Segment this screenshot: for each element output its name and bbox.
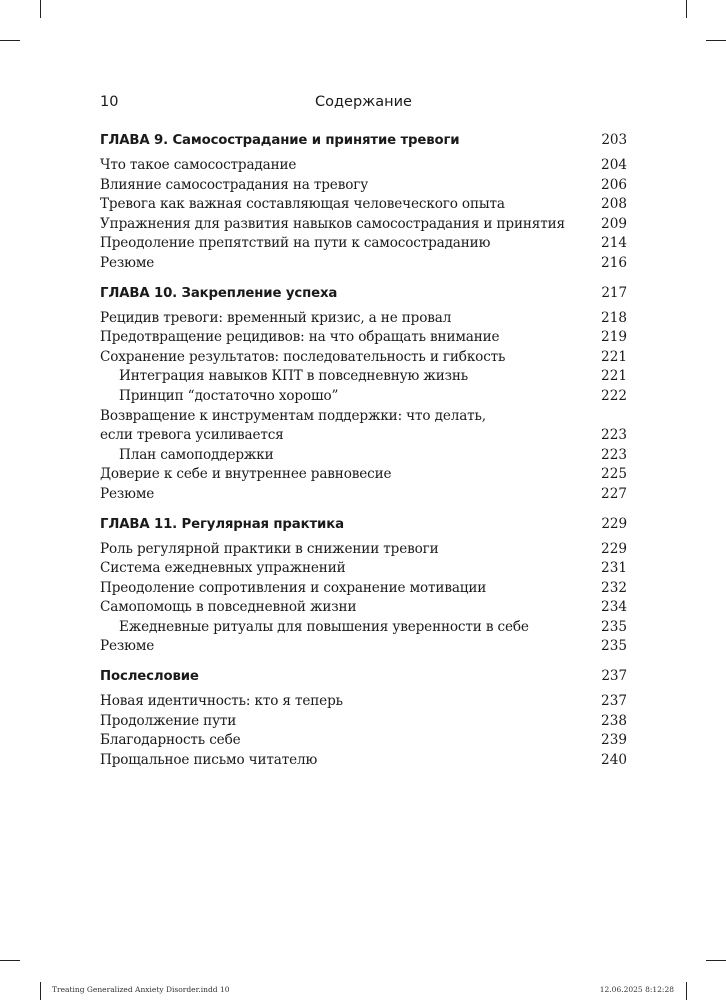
entry-title: План самоподдержки bbox=[119, 446, 274, 463]
toc-chapter-heading[interactable] bbox=[100, 514, 627, 535]
entry-page-number: 209 bbox=[601, 215, 627, 232]
crop-mark bbox=[40, 0, 41, 18]
chapter-page-number: 203 bbox=[601, 132, 627, 148]
slug-timestamp: 12.06.2025 8:12:28 bbox=[599, 985, 674, 994]
entry-title: Упражнения для развития навыков самосострадания и принятия bbox=[100, 215, 565, 232]
entry-title: Резюме bbox=[100, 485, 155, 502]
crop-mark bbox=[686, 982, 687, 1000]
chapter-title: ГЛАВА 9. Самосострадание и принятие тревоги bbox=[100, 133, 460, 148]
chapter-title: ГЛАВА 10. Закрепление успеха bbox=[100, 285, 338, 301]
toc-entry[interactable] bbox=[100, 579, 627, 599]
toc-entry[interactable] bbox=[100, 598, 627, 618]
entry-page-number: 219 bbox=[601, 329, 627, 346]
toc-entry[interactable] bbox=[100, 426, 627, 446]
toc-entry[interactable] bbox=[100, 215, 627, 235]
toc-entry[interactable] bbox=[100, 731, 627, 751]
toc-entry[interactable] bbox=[100, 156, 627, 176]
entry-page-number: 231 bbox=[601, 560, 627, 577]
toc-entry[interactable] bbox=[100, 348, 627, 368]
toc-entry[interactable] bbox=[100, 407, 627, 427]
entry-page-number: 206 bbox=[601, 176, 627, 193]
entry-page-number: 238 bbox=[601, 712, 627, 729]
entry-page-number: 223 bbox=[601, 427, 627, 444]
entry-page-number: 235 bbox=[601, 638, 627, 655]
entry-page-number: 227 bbox=[601, 485, 627, 502]
toc-section bbox=[100, 283, 627, 505]
entry-title: Резюме bbox=[100, 254, 155, 271]
toc-subentry[interactable] bbox=[100, 367, 627, 387]
toc-entry[interactable] bbox=[100, 637, 627, 657]
toc-subentry[interactable] bbox=[100, 618, 627, 638]
toc-chapter-heading[interactable] bbox=[100, 283, 627, 304]
entry-title: Преодоление сопротивления и сохранение мотивации bbox=[100, 579, 487, 596]
entry-page-number: 225 bbox=[601, 466, 627, 483]
entry-page-number: 232 bbox=[601, 579, 627, 596]
entry-title: Предотвращение рецидивов: на что обращать внимание bbox=[100, 329, 500, 346]
toc-entry[interactable] bbox=[100, 485, 627, 505]
entry-page-number: 204 bbox=[601, 157, 627, 173]
entry-page-number: 237 bbox=[601, 693, 627, 710]
chapter-page-number: 229 bbox=[601, 515, 627, 532]
crop-mark bbox=[686, 0, 687, 18]
toc-section bbox=[100, 666, 627, 770]
toc-chapter-heading[interactable] bbox=[100, 666, 627, 687]
toc-entry[interactable] bbox=[100, 540, 627, 560]
slug-filename: Treating Generalized Anxiety Disorder.indd 10 bbox=[52, 985, 230, 994]
page-header bbox=[100, 94, 627, 114]
chapter-title: Послесловие bbox=[100, 669, 199, 685]
toc-entry[interactable] bbox=[100, 559, 627, 579]
entry-title: Благодарность себе bbox=[100, 732, 241, 749]
entry-title: Преодоление препятствий на пути к самосостраданию bbox=[100, 235, 491, 252]
entry-title: Резюме bbox=[100, 638, 155, 655]
toc-subentry[interactable] bbox=[100, 446, 627, 466]
entry-page-number: 229 bbox=[601, 540, 627, 557]
entry-page-number: 235 bbox=[601, 618, 627, 635]
toc-section bbox=[100, 130, 627, 274]
entry-page-number: 240 bbox=[601, 751, 627, 768]
entry-title: Что такое самосострадание bbox=[100, 157, 297, 173]
print-slug bbox=[52, 985, 674, 997]
toc-entry[interactable] bbox=[100, 309, 627, 329]
toc-entry[interactable] bbox=[100, 195, 627, 215]
crop-mark bbox=[706, 960, 726, 961]
entry-page-number: 218 bbox=[601, 309, 627, 326]
running-title: Содержание bbox=[315, 94, 412, 110]
page-number: 10 bbox=[100, 94, 119, 110]
entry-page-number: 222 bbox=[601, 387, 627, 404]
toc-entry[interactable] bbox=[100, 692, 627, 712]
chapter-page-number: 217 bbox=[601, 284, 627, 301]
crop-mark bbox=[0, 40, 20, 41]
chapter-page-number: 237 bbox=[601, 668, 627, 685]
entry-page-number: 239 bbox=[601, 732, 627, 749]
entry-page-number: 234 bbox=[601, 599, 627, 616]
toc-entry[interactable] bbox=[100, 465, 627, 485]
entry-title: Самопомощь в повседневной жизни bbox=[100, 599, 357, 616]
crop-mark bbox=[706, 40, 726, 41]
entry-title: Новая идентичность: кто я теперь bbox=[100, 693, 343, 710]
toc-entry[interactable] bbox=[100, 712, 627, 732]
toc-entry[interactable] bbox=[100, 328, 627, 348]
entry-title: Продолжение пути bbox=[100, 712, 237, 729]
entry-page-number: 221 bbox=[601, 368, 627, 385]
toc-entry[interactable] bbox=[100, 176, 627, 196]
entry-page-number: 208 bbox=[601, 196, 627, 213]
toc-entry[interactable] bbox=[100, 751, 627, 771]
entry-page-number: 216 bbox=[601, 254, 627, 271]
entry-title: Ежедневные ритуалы для повышения уверенности в себе bbox=[119, 618, 529, 635]
entry-title: если тревога усиливается bbox=[100, 427, 284, 444]
entry-title: Влияние самосострадания на тревогу bbox=[100, 176, 369, 193]
entry-page-number: 221 bbox=[601, 348, 627, 365]
entry-title: Рецидив тревоги: временный кризис, а не провал bbox=[100, 309, 452, 326]
table-of-contents bbox=[100, 130, 627, 779]
toc-subentry[interactable] bbox=[100, 387, 627, 407]
chapter-title: ГЛАВА 11. Регулярная практика bbox=[100, 516, 344, 532]
entry-title: Принцип “достаточно хорошо” bbox=[119, 387, 339, 404]
entry-title: Прощальное письмо читателю bbox=[100, 751, 318, 768]
toc-entry[interactable] bbox=[100, 234, 627, 254]
entry-title: Доверие к себе и внутреннее равновесие bbox=[100, 466, 392, 483]
crop-mark bbox=[0, 960, 20, 961]
toc-chapter-heading[interactable] bbox=[100, 130, 627, 151]
entry-title: Роль регулярной практики в снижении тревоги bbox=[100, 540, 439, 557]
toc-entry[interactable] bbox=[100, 254, 627, 274]
crop-mark bbox=[40, 982, 41, 1000]
entry-title: Тревога как важная составляющая человеческого опыта bbox=[100, 196, 505, 213]
entry-title: Интеграция навыков КПТ в повседневную жизнь bbox=[119, 368, 469, 385]
entry-page-number: 214 bbox=[601, 235, 627, 252]
entry-page-number: 223 bbox=[601, 446, 627, 463]
toc-section bbox=[100, 514, 627, 658]
entry-title: Сохранение результатов: последовательность и гибкость bbox=[100, 348, 506, 365]
entry-title: Возвращение к инструментам поддержки: что делать, bbox=[100, 407, 486, 424]
entry-title: Система ежедневных упражнений bbox=[100, 560, 346, 577]
